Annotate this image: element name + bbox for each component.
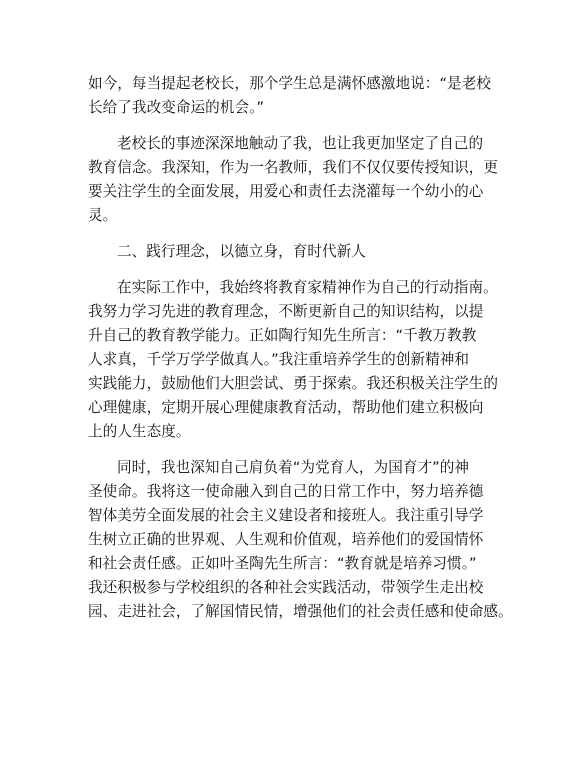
text-line: 智体美劳全面发展的社会主义建设者和接班人。我注重引导学 [88,507,484,524]
paragraph-2 [88,132,518,228]
section-heading-text: 二、践行理念，以德立身，育时代新人 [117,243,366,260]
text-line: 实践能力，鼓励他们大胆尝试、勇于探索。我还积极关注学生的 [88,375,499,392]
text-line: 在实际工作中，我始终将教育家精神作为自己的行动指南。 [117,279,498,296]
text-line: 人求真，千学万学学做真人。”我注重培养学生的创新精神和 [88,351,470,368]
text-line: 教育信念。我深知，作为一名教师，我们不仅仅要传授知识，更 [88,159,499,176]
document-body [88,72,518,636]
text-line: 如今，每当提起老校长，那个学生总是满怀感激地说：“是老校 [88,75,491,92]
text-line: 长给了我改变命运的机会。” [88,99,265,116]
text-line: 园、走进社会，了解国情民情，增强他们的社会责任感和使命感。 [88,603,513,620]
text-line: 我还积极参与学校组织的各种社会实践活动，带领学生走出校 [88,579,484,596]
text-line: 心理健康，定期开展心理健康教育活动，帮助他们建立积极向 [88,399,484,416]
paragraph-4 [88,456,518,624]
paragraph-3 [88,276,518,444]
text-line: 升自己的教育教学能力。正如陶行知先生所言：“千教万教教 [88,327,477,344]
text-line: 老校长的事迹深深地触动了我，也让我更加坚定了自己的 [117,135,484,152]
text-line: 上的人生态度。 [88,423,191,440]
text-line: 灵。 [88,207,118,224]
text-line: 圣使命。我将这一使命融入到自己的日常工作中，努力培养德 [88,483,484,500]
text-line: 要关注学生的全面发展，用爱心和责任去浇灌每一个幼小的心 [88,183,484,200]
text-line: 我努力学习先进的教育理念，不断更新自己的知识结构，以提 [88,303,484,320]
paragraph-1 [88,72,518,120]
text-line: 同时，我也深知自己肩负着“为党育人，为国育才”的神 [117,459,470,476]
text-line: 生树立正确的世界观、人生观和价值观，培养他们的爱国情怀 [88,531,484,548]
text-line: 和社会责任感。正如叶圣陶先生所言：“教育就是培养习惯。” [88,555,477,572]
section-heading [88,240,518,264]
